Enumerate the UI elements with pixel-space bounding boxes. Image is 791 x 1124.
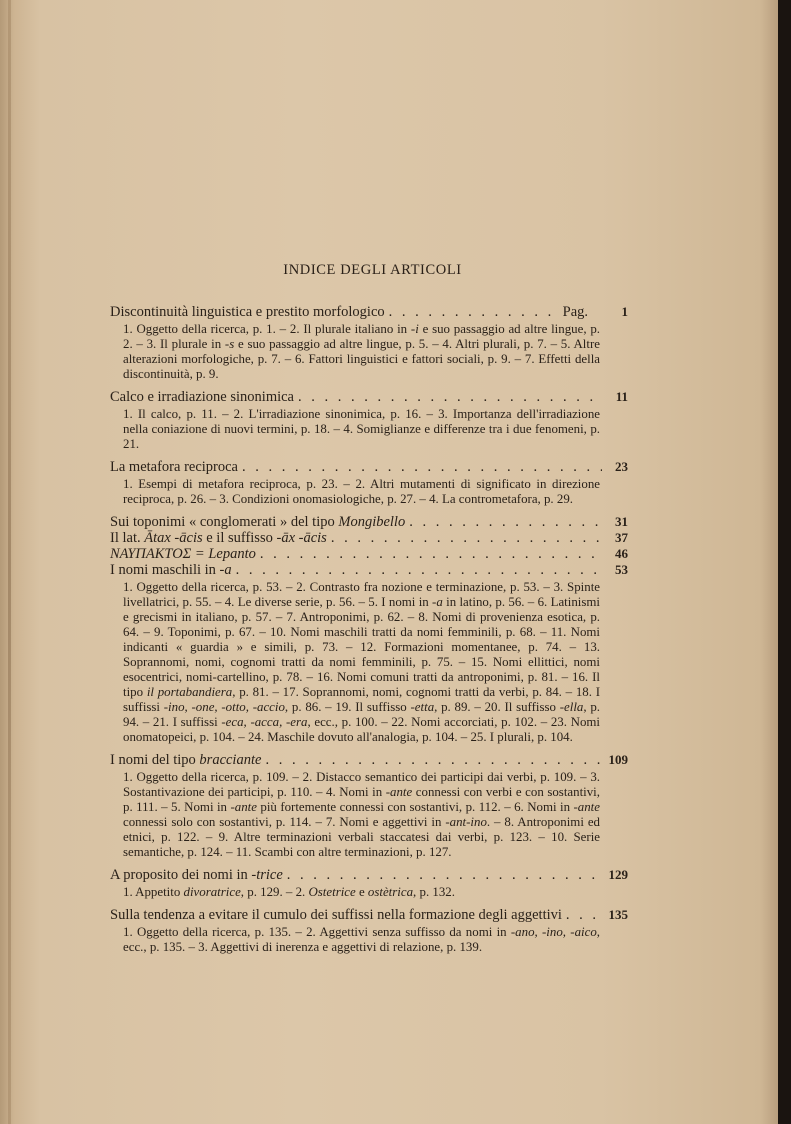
article-summary [123, 770, 600, 860]
summary-segment: 1. Oggetto della ricerca, p. 1. – 2. Il plurale italiano in [123, 322, 411, 336]
summary-segment: e [355, 885, 368, 899]
page-number: 11 [615, 389, 628, 404]
summary-italic-segment: -ella [559, 700, 584, 714]
page-number: 46 [615, 546, 628, 561]
title-segment: Discontinuità linguistica e prestito morfologico [110, 304, 385, 320]
summary-italic-segment: -ino, -one, -otto, -accio [163, 700, 285, 714]
toc-entry-heading [110, 562, 628, 578]
summary-segment: , p. 81. – 17. Soprannomi, nomi, cognomi tratti da verbi, p. 84. – 18. I suffissi [123, 685, 600, 714]
dot-leader [265, 753, 602, 768]
title-segment: e il suffisso [202, 530, 277, 546]
dot-leader [298, 390, 602, 405]
summary-italic-segment: -ante [385, 785, 413, 799]
article-title [110, 515, 405, 530]
article-title [110, 547, 256, 562]
summary-italic-segment: -ano, -ino, -aico [510, 925, 597, 939]
summary-segment: , ecc., p. 100. – 22. Nomi accorciati, p. 102. – 23. Nomi onomatopeici, p. 104. – 24. Maschile dovuto all'analogia, p. 104. – 25. I plurali, p. 104. [123, 715, 600, 744]
summary-segment: 1. Appetito [123, 885, 184, 899]
toc-entry [110, 752, 628, 860]
title-italic-segment: Ātax -ācis [144, 530, 203, 546]
article-summary [123, 407, 600, 452]
dot-leader [242, 460, 602, 475]
page-number: 135 [608, 907, 628, 922]
article-summary [123, 925, 600, 955]
summary-segment: più fortemente connessi con sostantivi, p. 112. – 6. Nomi in [256, 800, 574, 814]
title-italic-segment: -a [219, 562, 232, 578]
page-number: 129 [608, 867, 628, 882]
summary-segment: 1. Oggetto della ricerca, p. 135. – 2. Aggettivi senza suffisso da nomi in [123, 925, 511, 939]
summary-segment: , p. 94. – 21. I suffissi [123, 700, 601, 729]
toc-entry [110, 867, 628, 900]
summary-segment: 1. Oggetto della ricerca, p. 109. – 2. Distacco semantico dei participi dai verbi, p. 109. – 3. Sostantivazione dei participi, p. 110. – 4. Nomi in [123, 770, 600, 799]
dot-leader [331, 531, 602, 546]
toc-entry-heading [110, 389, 628, 405]
summary-italic-segment: divoratrice [183, 885, 241, 899]
article-title [110, 563, 232, 578]
summary-segment: , p. 89. – 20. Il suffisso [434, 700, 560, 714]
title-segment: Sui toponimi « conglomerati » del tipo [110, 514, 339, 530]
article-title [110, 753, 261, 768]
title-italic-segment: ΝΑΥΠΑΚΤΟΣ = Lepanto [110, 546, 256, 562]
table-of-contents [110, 304, 628, 962]
article-title [110, 460, 238, 475]
page-number: 31 [615, 514, 628, 529]
toc-entry [110, 530, 628, 546]
title-segment: Sulla tendenza a evitare il cumulo dei suffissi nella formazione degli aggettivi [110, 907, 562, 923]
article-summary [123, 477, 600, 507]
toc-entry-heading [110, 459, 628, 475]
summary-segment: 1. Oggetto della ricerca, p. 53. – 2. Contrasto fra nozione e terminazione, p. 53. – 3. Spinte livellatrici, p. 55. – 4. Le diverse serie, p. 56. – 5. I nomi in [123, 580, 600, 609]
summary-italic-segment: ostètrica [367, 885, 414, 899]
summary-segment: connessi con verbi e con sostantivi, p. 111. – 5. Nomi in [123, 785, 600, 814]
article-title [110, 531, 327, 546]
summary-segment: e suo passaggio ad altre lingue, p. 2. – 3. Il plurale in [123, 322, 601, 351]
toc-entry [110, 389, 628, 452]
page-number: 37 [615, 530, 628, 545]
toc-entry-heading [110, 530, 628, 546]
dot-leader [260, 547, 602, 562]
page-number: 109 [608, 752, 628, 767]
toc-entry-heading [110, 752, 628, 768]
title-italic-segment: Mongibello [338, 514, 406, 530]
page-binding-edge [8, 0, 11, 1124]
summary-segment: , p. 132. [413, 885, 455, 899]
title-segment: Calco e irradiazione sinonimica [110, 389, 294, 405]
toc-entry-heading [110, 867, 628, 883]
summary-italic-segment: -ante [230, 800, 257, 814]
summary-segment: connessi solo con sostantivi, p. 114. – 7. Nomi e aggettivi in [123, 815, 446, 829]
summary-italic-segment: il portabandiera [146, 685, 233, 699]
title-segment: Il lat. [110, 530, 145, 546]
article-summary [123, 580, 600, 745]
toc-entry-heading [110, 304, 628, 320]
summary-segment: . – 8. Antroponimi ed etnici, p. 122. – 9. Altre terminazioni verbali staccatesi dai verbi, p. 123. – 10. Serie semantiche, p. 124. – 11. Scambi con altre terminazioni, p. 127. [123, 815, 600, 859]
summary-segment: 1. Il calco, p. 11. – 2. L'irradiazione sinonimica, p. 16. – 3. Importanza dell'irradiazione nella coniazione di nuovi termini, p. 18. – 4. Somiglianze e differenze tra i due fenomeni, p. 21. [123, 407, 600, 451]
summary-italic-segment: -s [224, 337, 235, 351]
summary-segment: in latino, p. 56. – 6. Latinismi e grecismi in italiano, p. 57. – 7. Antroponimi, p. 62. – 8. Nomi di provenienza esotica, p. 64. – 9. Toponimi, p. 67. – 10. Nomi maschili tratti da nomi femminili, p. 68. – 11. Nomi indicanti « guardia » e simili, p. 73. – 12. Formazioni momentanee, p. 74. – 13. Soprannomi, nomi, cognomi tratti da nomi femminili, p. 75. – 15. Nomi ellittici, nomi esocentrici, nomi-cartellino, p. 78. – 16. Nomi comuni tratti da antroponimi, p. 81. – 16. Il tipo [123, 595, 600, 699]
article-title [110, 390, 294, 405]
page-number: 53 [615, 562, 628, 577]
summary-segment: 1. Esempi di metafora reciproca, p. 23. – 2. Altri mutamenti di significato in direzione reciproca, p. 26. – 3. Condizioni onomasiologiche, p. 27. – 4. La contrometafora, p. 29. [123, 477, 600, 506]
summary-italic-segment: -etta [410, 700, 435, 714]
dot-leader [389, 305, 559, 320]
toc-entry [110, 514, 628, 530]
dot-leader [236, 563, 602, 578]
toc-entry-heading [110, 546, 628, 562]
toc-entry [110, 907, 628, 955]
summary-italic-segment: -a [432, 595, 443, 609]
title-italic-segment: bracciante [199, 752, 262, 768]
summary-italic-segment: -ante [573, 800, 600, 814]
summary-italic-segment: -eca, -acca, -era [221, 715, 308, 729]
article-title [110, 868, 283, 883]
toc-entry [110, 562, 628, 745]
summary-segment: , p. 86. – 19. Il suffisso [284, 700, 411, 714]
article-title [110, 908, 562, 923]
toc-entry [110, 546, 628, 562]
summary-italic-segment: Ostetrice [308, 885, 356, 899]
dot-leader [409, 515, 602, 530]
toc-entry [110, 459, 628, 507]
dot-leader [287, 868, 602, 883]
title-italic-segment: -āx -ācis [276, 530, 327, 546]
dot-leader [566, 908, 602, 923]
title-segment: La metafora reciproca [110, 459, 238, 475]
page-title: INDICE DEGLI ARTICOLI [283, 262, 462, 278]
summary-italic-segment: -ant-ino [445, 815, 487, 829]
summary-segment: e suo passaggio ad altre lingue, p. 5. – 4. Altri plurali, p. 7. – 5. Altre alterazioni morfologiche, p. 7. – 6. Fattori linguistici e fattori sociali, p. 9. – 7. Effetti della discontinuità, p. 9. [123, 337, 600, 381]
toc-entry-heading [110, 907, 628, 923]
title-segment: I nomi del tipo [110, 752, 200, 768]
summary-segment: , p. 129. – 2. [240, 885, 309, 899]
summary-italic-segment: -i [410, 322, 419, 336]
page-number: 23 [615, 459, 628, 474]
article-title [110, 305, 385, 320]
summary-segment: , ecc., p. 135. – 3. Aggettivi di inerenza e aggettivi di relazione, p. 139. [123, 925, 600, 954]
article-summary [123, 885, 600, 900]
article-summary [123, 322, 600, 382]
title-italic-segment: -trice [251, 867, 283, 883]
title-segment: I nomi maschili in [110, 562, 220, 578]
page-number: 1 [621, 304, 628, 319]
toc-entry-heading [110, 514, 628, 530]
page-label: Pag. [562, 304, 588, 320]
toc-entry [110, 304, 628, 382]
title-segment: A proposito dei nomi in [110, 867, 252, 883]
